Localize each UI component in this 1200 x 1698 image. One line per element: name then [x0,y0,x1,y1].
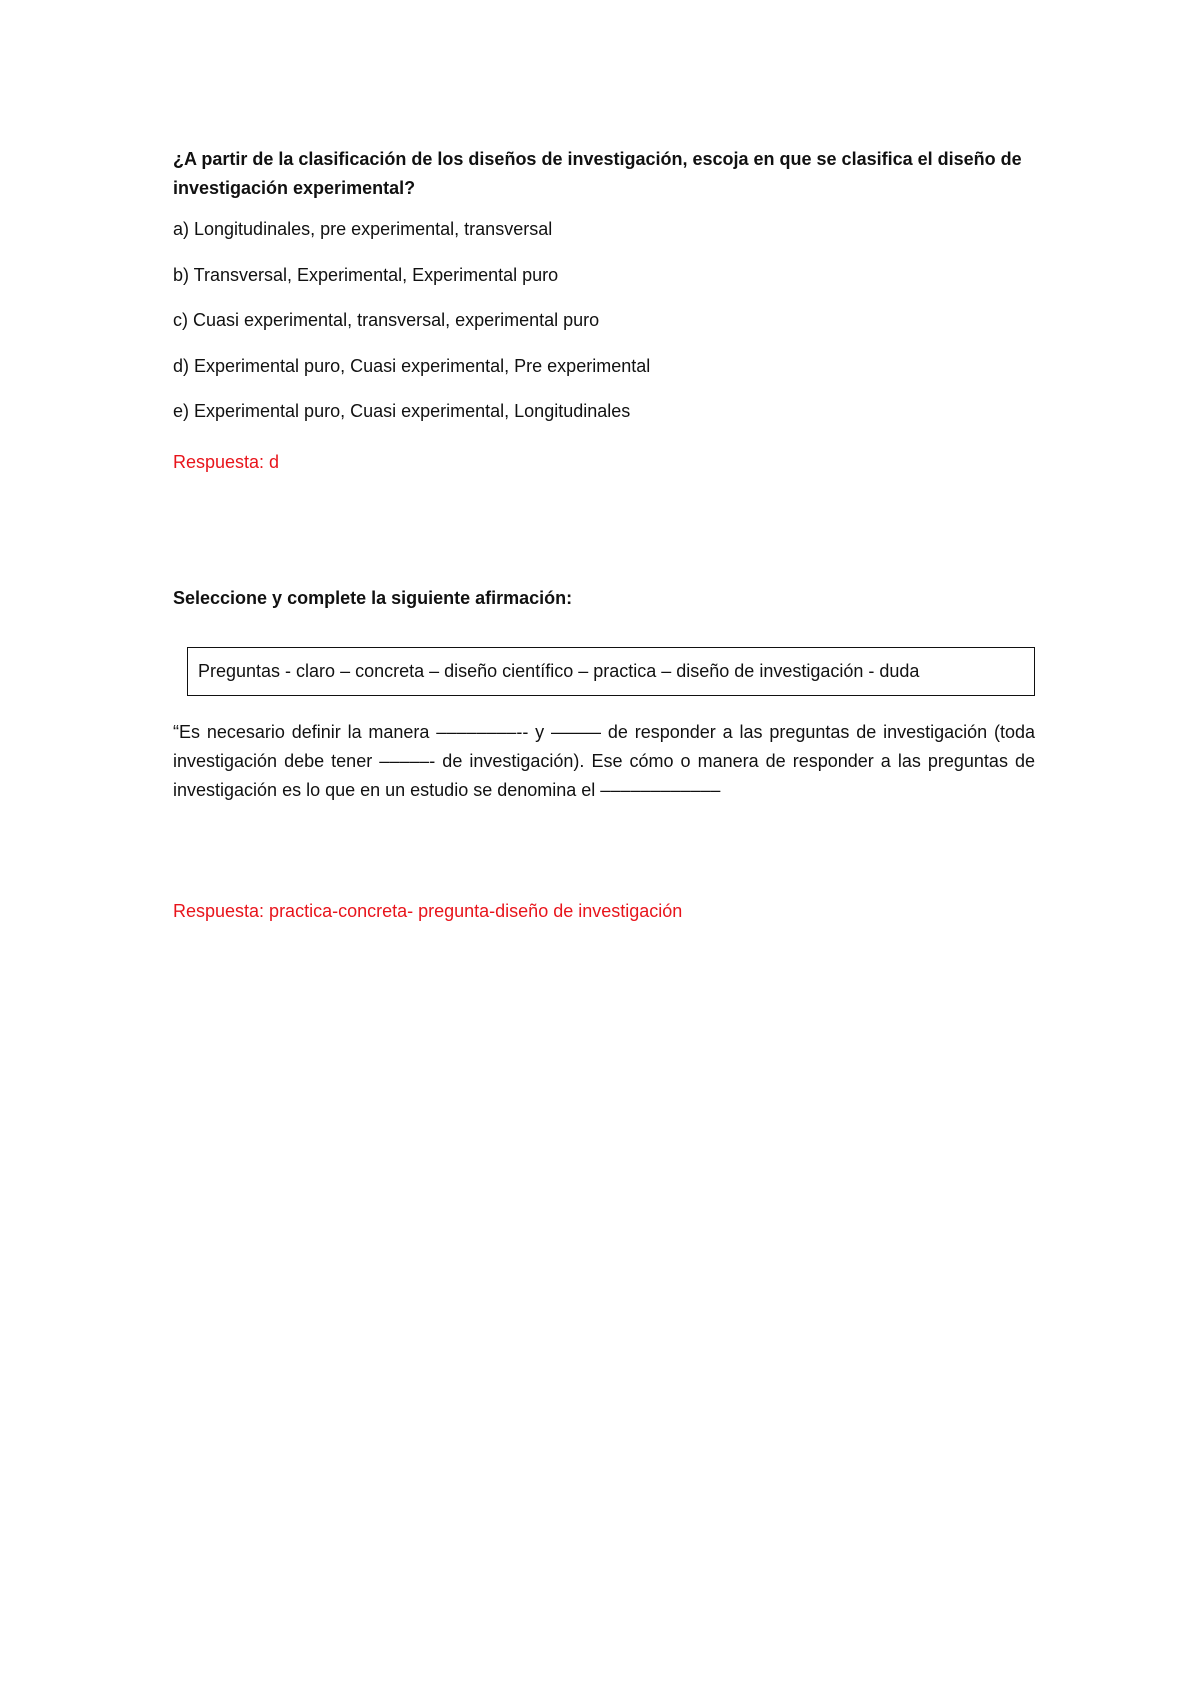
fill-in-statement: “Es necesario definir la manera ––––––––-- y ––––– de responder a las preguntas de investigación (toda investigación debe tener –––––- de investigación). Ese cómo o manera de responder a las preguntas de investigación es lo que en un estudio se denomina el –––––––––––– [173,722,1035,800]
option-e: e) Experimental puro, Cuasi experimental, Longitudinales [173,401,631,421]
option-d: d) Experimental puro, Cuasi experimental, Pre experimental [173,355,651,376]
question-1-options [173,218,1035,446]
question-1-answer: Respuesta: d [173,452,280,472]
question-2-title: Seleccione y complete la siguiente afirmación: [173,588,573,608]
question-2-answer: Respuesta: practica-concreta- pregunta-diseño de investigación [173,901,683,921]
option-a: a) Longitudinales, pre experimental, transversal [173,219,553,239]
option-b: b) Transversal, Experimental, Experimental puro [173,264,559,285]
option-c: c) Cuasi experimental, transversal, experimental puro [173,310,600,330]
document-page [173,0,1035,1698]
word-bank-box [187,647,1035,696]
word-bank-text: Preguntas - claro – concreta – diseño científico – practica – diseño de investigación - duda [198,661,920,681]
question-1-title: ¿A partir de la clasificación de los diseños de investigación, escoja en que se clasifica el diseño de investigación experimental? [173,149,1022,198]
